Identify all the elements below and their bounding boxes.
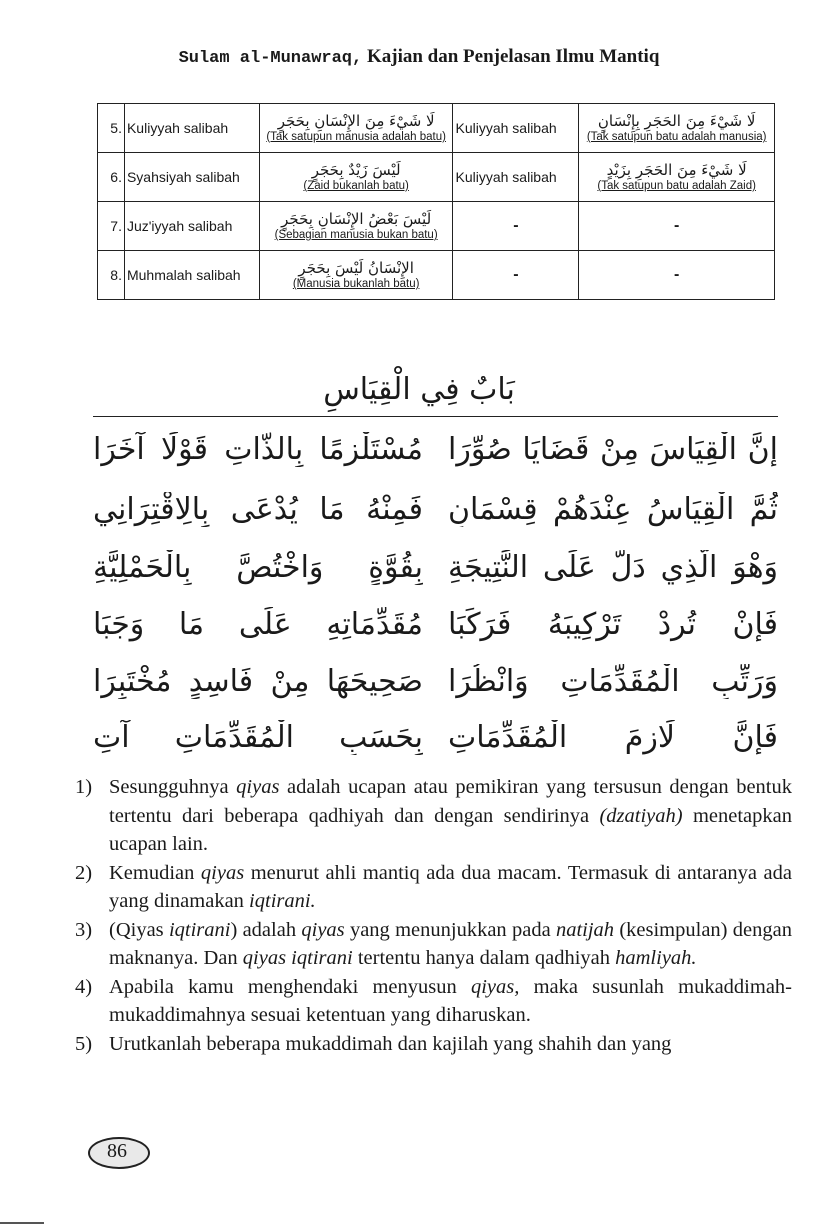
verse-second-hemistich: مُسْتَلْزِمًا بِالذَّاتِ قَوْلًا آخَرَا [93,432,423,467]
italic-term: iqtirani. [249,890,316,912]
example-arabic: لَا شَيْءَ مِنَ الإِنْسَانِ بِحَجَرٍ [277,112,435,130]
page-number: 86 [107,1140,127,1162]
example-caption: (Manusia bukanlah batu) [292,278,420,290]
row-type: Juz'iyyah salibah [124,202,259,251]
text-run: adalah ucapan atau pemikiran yang tersusun dengan bentuk tertentu dari beberapa qadhiyah dan dengan sendirinya [109,776,792,827]
header-title-mono: Sulam al-Munawraq, [178,49,363,68]
row-type: Muhmalah salibah [124,251,259,300]
verse-first-hemistich: فَإِنْ تُرِدْ تَرْكِيبَهُ فَرَكِّبَا [448,607,778,642]
list-item [75,1030,792,1059]
item-number: 4) [75,975,93,998]
row-example [259,202,453,251]
item-text [109,1030,792,1059]
converse-caption: (Tak satupun batu adalah manusia) [586,131,767,143]
row-converse-example: - [579,202,775,251]
page-number-badge [88,1137,148,1167]
example-caption: (Tak satupun manusia adalah batu) [266,131,446,143]
row-example [259,153,453,202]
example-arabic: لَيْسَ زَيْدٌ بِحَجَرٍ [311,161,401,179]
row-number: 6. [98,153,125,202]
verse-second-hemistich: بِحَسَبِ الْمُقَدِّمَاتِ آتِ [93,720,423,755]
table-row [98,251,775,300]
row-converse-type: Kuliyyah salibah [453,153,579,202]
list-item [75,973,792,1030]
section-title: بَابٌ فِي الْقِيَاسِ [323,372,515,407]
title-rule [93,416,778,417]
italic-term: qiyas [200,861,245,884]
verse-line [93,432,778,490]
text-run: Sesungguhnya [109,776,237,798]
text-run: (Qiyas [109,918,169,941]
italic-term: qiyas [236,776,280,798]
item-number: 2) [75,861,93,884]
footer-mark [0,1222,44,1224]
example-caption: (Zaid bukanlah batu) [303,180,409,192]
table-row [98,202,775,251]
row-number: 5. [98,104,125,153]
italic-term: qiyas iqtirani [242,947,353,969]
item-text [109,773,792,859]
item-text [109,859,792,916]
row-example [259,251,453,300]
verse-line [93,664,778,722]
verse-first-hemistich: ثُمَّ الْقِيَاسُ عِنْدَهُمْ قِسْمَانِ [448,492,778,527]
item-text [109,916,792,973]
row-type: Syahsiyah salibah [124,153,259,202]
text-run: Kemudian [109,861,201,884]
item-number: 3) [75,918,93,941]
text-run: Urutkanlah beberapa mukaddimah dan kajilah yang shahih dan yang [109,1032,672,1055]
italic-term: (dzatiyah) [599,804,683,827]
row-converse-type: Kuliyyah salibah [453,104,579,153]
italic-term: iqtirani [168,918,231,941]
list-item [75,859,792,916]
list-item [75,773,792,859]
converse-arabic: لَا شَيْءَ مِنَ الحَجَرِ بِإِنْسَانٍ [597,112,756,130]
verse-line [93,550,778,608]
verse-second-hemistich: بِقُوَّةٍ وَاخْتُصَّ بِالْحَمْلِيَّةِ [93,550,423,585]
converse-caption: (Tak satupun batu adalah Zaid) [597,180,756,192]
verse-line [93,720,778,778]
text-run: maka susunlah mukaddimah-mukaddimahnya sesuai ketentuan yang diharuskan. [109,975,792,1026]
row-number: 7. [98,202,125,251]
verse-second-hemistich: مُقَدِّمَاتِهِ عَلَى مَا وَجَبَا [93,607,423,642]
row-converse-example: - [579,251,775,300]
example-caption: (Sebagian manusia bukan batu) [274,229,438,241]
row-converse-example [579,104,775,153]
running-header [0,46,838,68]
row-converse-type: - [453,251,579,300]
italic-term: hamliyah. [615,947,697,969]
verse-second-hemistich: فَمِنْهُ مَا يُدْعَى بِالِاقْتِرَانِي [93,492,423,527]
proposition-table [97,103,775,300]
list-item [75,916,792,973]
verse-line [93,492,778,550]
text-run: Apabila kamu menghendaki menyusun [109,975,471,998]
verse-first-hemistich: وَرَتِّبِ الْمُقَدِّمَاتِ وَانْظُرَا [448,664,778,699]
text-run: ) adalah [230,918,302,941]
verse-second-hemistich: صَحِيحَهَا مِنْ فَاسِدٍ مُخْتَبِرَا [93,664,423,699]
row-number: 8. [98,251,125,300]
header-title-rest: Kajian dan Penjelasan Ilmu Mantiq [362,46,660,67]
example-arabic: لَيْسَ بَعْضُ الإِنْسَانِ بِحَجَرٍ [281,210,432,228]
verse-line [93,607,778,665]
italic-term: qiyas, [470,975,520,998]
verse-first-hemistich: وَهْوَ الَّذِي دَلَّ عَلَى النَّتِيجَةِ [448,550,778,585]
example-arabic: الإِنْسَانُ لَيْسَ بِحَجَرٍ [298,259,414,277]
text-run: tertentu hanya dalam qadhiyah [352,947,616,969]
row-type: Kuliyyah salibah [124,104,259,153]
italic-term: natijah [555,918,615,941]
converse-arabic: لَا شَيْءَ مِنَ الحَجَرِ بِزَيْدٍ [606,161,747,179]
text-run: yang menunjukkan pada [344,918,556,941]
verse-first-hemistich: فَإِنَّ لَازِمَ الْمُقَدِّمَاتِ [448,720,778,755]
item-text [109,973,792,1030]
table-row [98,104,775,153]
translation-list [75,773,792,1058]
text-run: menurut ahli mantiq ada dua macam. Termasuk di antaranya ada yang dinamakan [109,861,792,912]
row-converse-type: - [453,202,579,251]
row-converse-example [579,153,775,202]
italic-term: qiyas [301,918,345,941]
row-example [259,104,453,153]
verse-first-hemistich: إِنَّ الْقِيَاسَ مِنْ قَضَايَا صُوِّرَا [448,432,778,467]
text-run: (kesimpulan) dengan maknanya. Dan [109,918,792,969]
text-run: menetapkan ucapan lain. [109,804,792,855]
item-number: 1) [75,776,93,798]
item-number: 5) [75,1032,93,1055]
table-row [98,153,775,202]
